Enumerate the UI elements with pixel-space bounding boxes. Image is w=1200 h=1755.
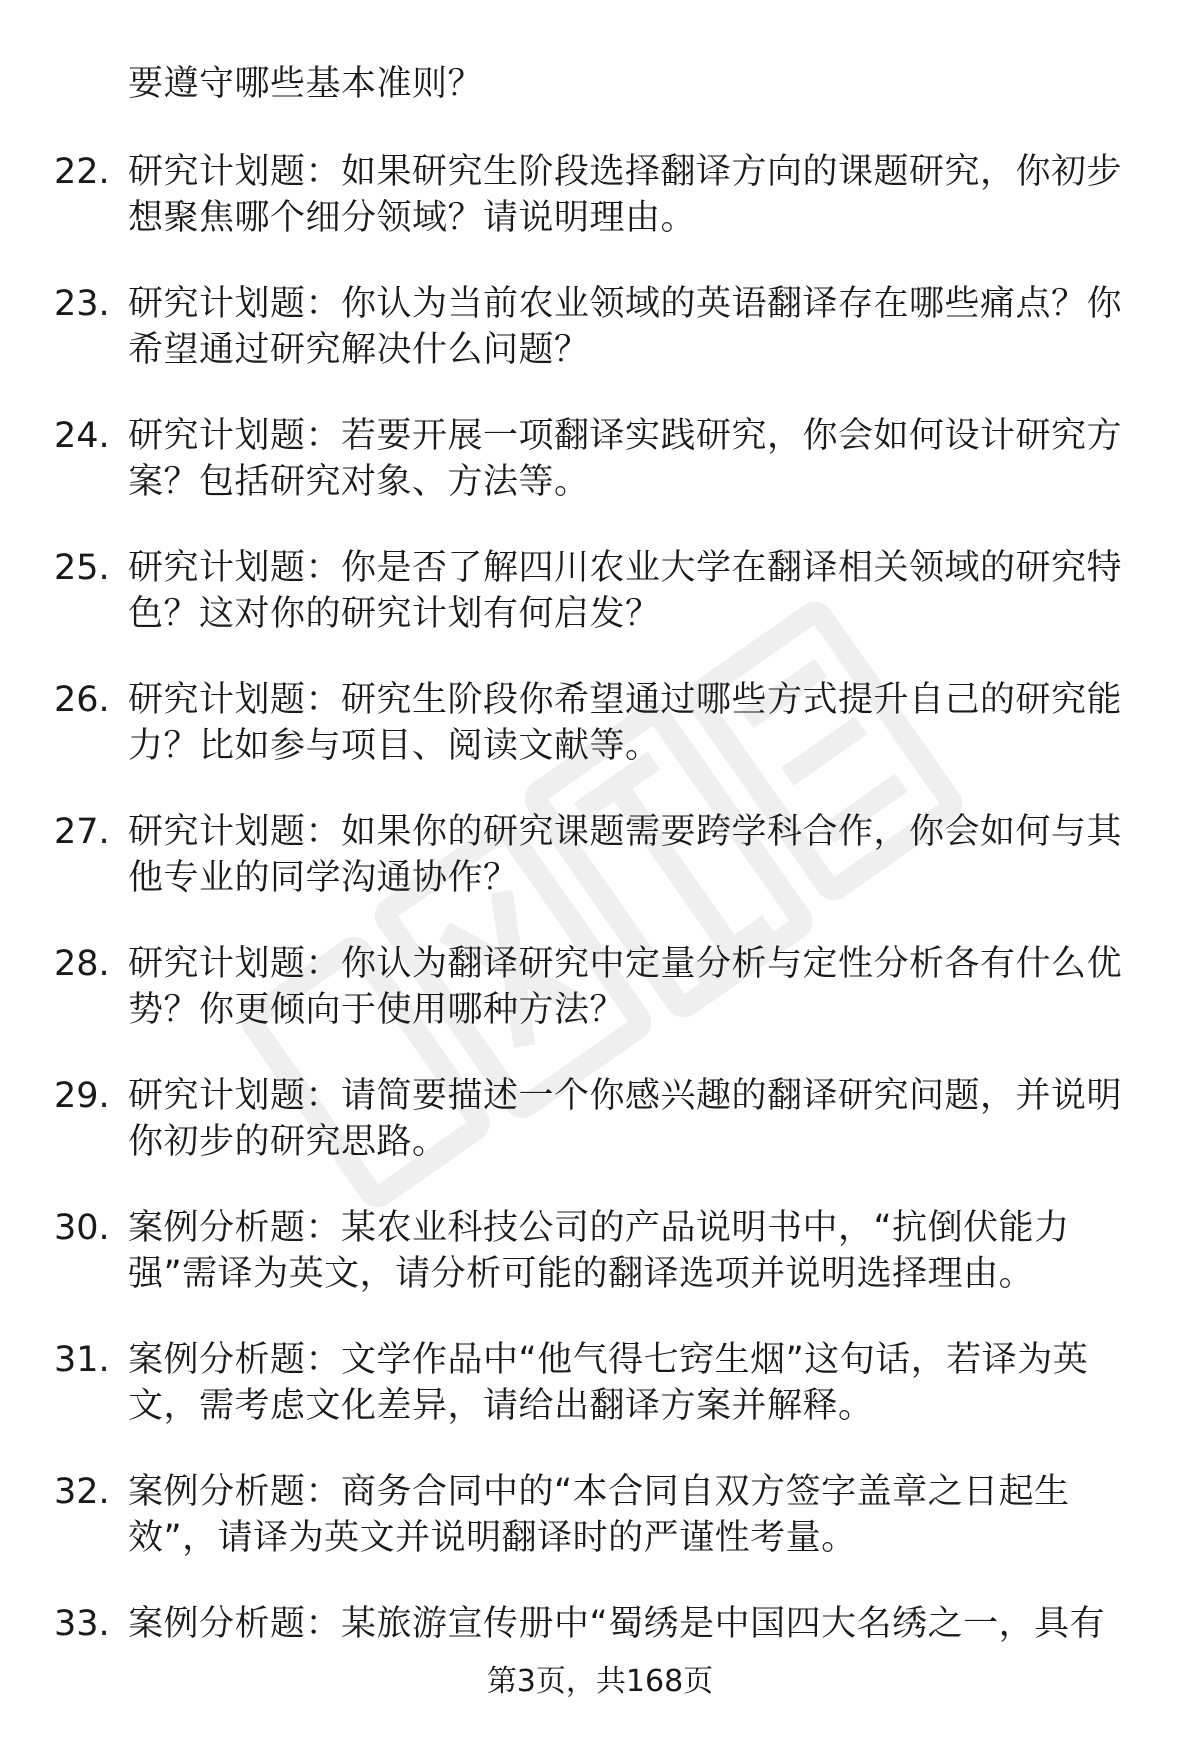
question-text-line: 研究计划题：你认为翻译研究中定量分析与定性分析各有什么优	[128, 944, 1123, 984]
question-text-line: 案例分析题：文学作品中“他气得七窍生烟”这句话，若译为英	[128, 1340, 1089, 1380]
question-text-line: 文，需考虑文化差异，请给出翻译方案并解释。	[128, 1386, 874, 1426]
question-text-line: 案例分析题：商务合同中的“本合同自双方签字盖章之日起生	[128, 1472, 1070, 1512]
page-number-footer: 第3页，共168页	[486, 1664, 714, 1699]
question-text-line: 力？比如参与项目、阅读文献等。	[128, 726, 661, 766]
continued-question-text: 要遵守哪些基本准则？	[128, 64, 484, 104]
question-list	[0, 140, 1200, 1724]
question-item	[0, 1460, 1200, 1592]
question-number: 24.	[54, 416, 110, 456]
question-number: 28.	[54, 944, 110, 984]
question-text-line: 研究计划题：你认为当前农业领域的英语翻译存在哪些痛点？你	[128, 284, 1123, 324]
question-text-line: 研究计划题：请简要描述一个你感兴趣的翻译研究问题，并说明	[128, 1076, 1123, 1116]
question-number: 23.	[54, 284, 110, 324]
question-text-line: 他专业的同学沟通协作？	[128, 858, 519, 898]
question-text-line: 案例分析题：某旅游宣传册中“蜀绣是中国四大名绣之一，具有	[128, 1604, 1106, 1644]
question-item	[0, 1592, 1200, 1724]
question-text-line: 研究计划题：如果研究生阶段选择翻译方向的课题研究，你初步	[128, 152, 1123, 192]
question-text-line: 强”需译为英文，请分析可能的翻译选项并说明选择理由。	[128, 1254, 1035, 1294]
question-text-line: 想聚焦哪个细分领域？请说明理由。	[128, 198, 697, 238]
question-number: 27.	[54, 812, 110, 852]
question-number: 30.	[54, 1208, 110, 1248]
question-text-line: 案例分析题：某农业科技公司的产品说明书中，“抗倒伏能力	[128, 1208, 1070, 1248]
question-number: 31.	[54, 1340, 110, 1380]
question-item	[0, 932, 1200, 1064]
question-text-line: 研究计划题：研究生阶段你希望通过哪些方式提升自己的研究能	[128, 680, 1123, 720]
question-item	[0, 1196, 1200, 1328]
question-text-line: 研究计划题：如果你的研究课题需要跨学科合作，你会如何与其	[128, 812, 1123, 852]
question-item	[0, 272, 1200, 404]
question-number: 32.	[54, 1472, 110, 1512]
question-text-line: 效”，请译为英文并说明翻译时的严谨性考量。	[128, 1518, 857, 1558]
question-number: 22.	[54, 152, 110, 192]
question-item	[0, 140, 1200, 272]
question-number: 33.	[54, 1604, 110, 1644]
question-item	[0, 404, 1200, 536]
question-item	[0, 536, 1200, 668]
question-text-line: 势？你更倾向于使用哪种方法？	[128, 990, 626, 1030]
question-text-line: 色？这对你的研究计划有何启发？	[128, 594, 661, 634]
question-text-line: 你初步的研究思路。	[128, 1122, 448, 1162]
question-item	[0, 800, 1200, 932]
question-number: 29.	[54, 1076, 110, 1116]
question-item	[0, 668, 1200, 800]
question-text-line: 希望通过研究解决什么问题？	[128, 330, 590, 370]
question-item	[0, 1328, 1200, 1460]
question-number: 25.	[54, 548, 110, 588]
question-number: 26.	[54, 680, 110, 720]
question-item	[0, 1064, 1200, 1196]
question-text-line: 研究计划题：若要开展一项翻译实践研究，你会如何设计研究方	[128, 416, 1123, 456]
question-text-line: 研究计划题：你是否了解四川农业大学在翻译相关领域的研究特	[128, 548, 1123, 588]
question-text-line: 案？包括研究对象、方法等。	[128, 462, 590, 502]
